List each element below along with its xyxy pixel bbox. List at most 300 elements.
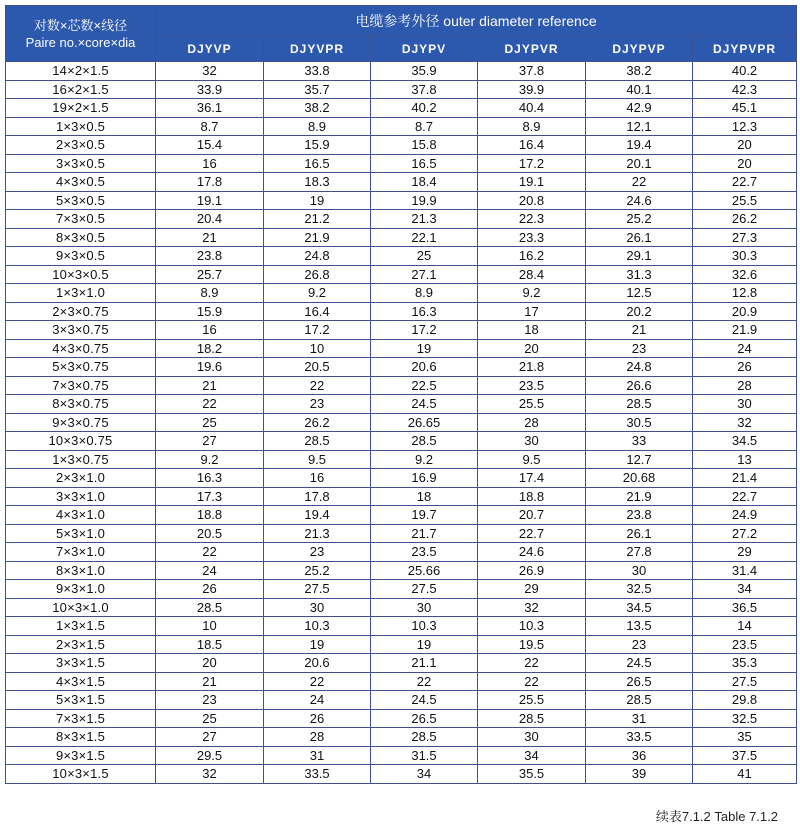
spec-cell: 16×2×1.5 [6, 80, 156, 99]
table-row [6, 265, 797, 284]
diameter-cell: 25.2 [586, 210, 693, 229]
spec-cell: 10×3×1.5 [6, 765, 156, 784]
diameter-cell: 15.9 [156, 302, 264, 321]
diameter-cell: 19.6 [156, 358, 264, 377]
diameter-cell: 34 [693, 580, 797, 599]
diameter-cell: 12.7 [586, 450, 693, 469]
diameter-cell: 18.5 [156, 635, 264, 654]
diameter-cell: 20 [478, 339, 586, 358]
diameter-cell: 19.4 [264, 506, 371, 525]
column-header-djypvpr: DJYPVPR [693, 36, 797, 62]
diameter-cell: 32 [693, 413, 797, 432]
diameter-cell: 34.5 [693, 432, 797, 451]
diameter-cell: 36 [586, 746, 693, 765]
spec-cell: 8×3×0.5 [6, 228, 156, 247]
diameter-cell: 27.8 [586, 543, 693, 562]
diameter-cell: 16 [156, 154, 264, 173]
diameter-cell: 19.1 [478, 173, 586, 192]
diameter-cell: 26 [156, 580, 264, 599]
diameter-cell: 14 [693, 617, 797, 636]
diameter-cell: 10.3 [264, 617, 371, 636]
diameter-cell: 19 [264, 191, 371, 210]
table-row [6, 450, 797, 469]
diameter-cell: 18.3 [264, 173, 371, 192]
spec-cell: 2×3×1.0 [6, 469, 156, 488]
diameter-cell: 8.9 [371, 284, 478, 303]
table-row [6, 321, 797, 340]
diameter-cell: 21 [156, 672, 264, 691]
diameter-cell: 17.2 [371, 321, 478, 340]
spec-cell: 9×3×0.75 [6, 413, 156, 432]
diameter-cell: 30 [478, 728, 586, 747]
diameter-cell: 28.5 [371, 728, 478, 747]
diameter-cell: 34.5 [586, 598, 693, 617]
diameter-cell: 25.5 [478, 395, 586, 414]
diameter-cell: 28.5 [156, 598, 264, 617]
diameter-cell: 24.5 [371, 395, 478, 414]
table-row [6, 302, 797, 321]
diameter-cell: 25.66 [371, 561, 478, 580]
diameter-cell: 27 [156, 432, 264, 451]
diameter-cell: 36.5 [693, 598, 797, 617]
table-row [6, 284, 797, 303]
spec-cell: 9×3×1.0 [6, 580, 156, 599]
diameter-cell: 30 [478, 432, 586, 451]
spec-cell: 5×3×1.5 [6, 691, 156, 710]
diameter-cell: 15.8 [371, 136, 478, 155]
diameter-cell: 33.8 [264, 62, 371, 81]
diameter-cell: 33.5 [264, 765, 371, 784]
diameter-cell: 37.8 [371, 80, 478, 99]
diameter-cell: 33 [586, 432, 693, 451]
table-row [6, 395, 797, 414]
diameter-cell: 23.5 [478, 376, 586, 395]
diameter-cell: 31.4 [693, 561, 797, 580]
spec-cell: 7×3×0.75 [6, 376, 156, 395]
spec-cell: 1×3×0.75 [6, 450, 156, 469]
table-row [6, 635, 797, 654]
diameter-cell: 37.5 [693, 746, 797, 765]
diameter-cell: 25 [156, 413, 264, 432]
diameter-cell: 9.5 [264, 450, 371, 469]
diameter-cell: 27.3 [693, 228, 797, 247]
diameter-cell: 23 [586, 635, 693, 654]
diameter-cell: 32.6 [693, 265, 797, 284]
diameter-cell: 19 [264, 635, 371, 654]
diameter-cell: 16.2 [478, 247, 586, 266]
diameter-cell: 13 [693, 450, 797, 469]
diameter-cell: 22.5 [371, 376, 478, 395]
diameter-cell: 23 [586, 339, 693, 358]
diameter-cell: 23.3 [478, 228, 586, 247]
diameter-cell: 40.2 [693, 62, 797, 81]
table-row [6, 413, 797, 432]
diameter-cell: 24.8 [586, 358, 693, 377]
column-header-djypv: DJYPV [371, 36, 478, 62]
diameter-cell: 23 [264, 395, 371, 414]
diameter-cell: 21.4 [693, 469, 797, 488]
diameter-cell: 19.1 [156, 191, 264, 210]
diameter-cell: 8.9 [264, 117, 371, 136]
spec-cell: 8×3×1.0 [6, 561, 156, 580]
table-row [6, 210, 797, 229]
diameter-cell: 38.2 [586, 62, 693, 81]
diameter-cell: 26.1 [586, 524, 693, 543]
diameter-cell: 39 [586, 765, 693, 784]
diameter-cell: 9.5 [478, 450, 586, 469]
spec-cell: 2×3×0.75 [6, 302, 156, 321]
diameter-cell: 31.3 [586, 265, 693, 284]
diameter-cell: 15.4 [156, 136, 264, 155]
diameter-cell: 12.1 [586, 117, 693, 136]
table-row [6, 543, 797, 562]
diameter-cell: 19 [371, 339, 478, 358]
diameter-cell: 33.5 [586, 728, 693, 747]
diameter-cell: 16.9 [371, 469, 478, 488]
diameter-cell: 23 [264, 543, 371, 562]
diameter-cell: 10.3 [371, 617, 478, 636]
spec-cell: 4×3×0.5 [6, 173, 156, 192]
diameter-cell: 16.3 [371, 302, 478, 321]
diameter-cell: 17.2 [264, 321, 371, 340]
diameter-cell: 24.5 [586, 654, 693, 673]
table-row [6, 99, 797, 118]
spec-cell: 9×3×0.5 [6, 247, 156, 266]
table-row [6, 728, 797, 747]
spec-column-header [6, 6, 156, 62]
diameter-cell: 22.3 [478, 210, 586, 229]
diameter-cell: 42.3 [693, 80, 797, 99]
spec-cell: 7×3×1.0 [6, 543, 156, 562]
diameter-cell: 24 [693, 339, 797, 358]
diameter-cell: 15.9 [264, 136, 371, 155]
diameter-cell: 20.7 [478, 506, 586, 525]
diameter-cell: 25 [156, 709, 264, 728]
diameter-cell: 27.1 [371, 265, 478, 284]
diameter-cell: 9.2 [156, 450, 264, 469]
spec-cell: 8×3×1.5 [6, 728, 156, 747]
diameter-cell: 35.3 [693, 654, 797, 673]
diameter-cell: 27.5 [371, 580, 478, 599]
diameter-cell: 39.9 [478, 80, 586, 99]
diameter-cell: 27.5 [264, 580, 371, 599]
diameter-cell: 26.1 [586, 228, 693, 247]
table-row [6, 228, 797, 247]
diameter-cell: 9.2 [264, 284, 371, 303]
spec-cell: 10×3×1.0 [6, 598, 156, 617]
diameter-cell: 26.65 [371, 413, 478, 432]
diameter-cell: 23 [156, 691, 264, 710]
diameter-cell: 26.2 [693, 210, 797, 229]
spec-cell: 9×3×1.5 [6, 746, 156, 765]
diameter-cell: 17 [478, 302, 586, 321]
diameter-cell: 16.3 [156, 469, 264, 488]
diameter-cell: 19.5 [478, 635, 586, 654]
diameter-cell: 27.2 [693, 524, 797, 543]
table-row [6, 376, 797, 395]
diameter-cell: 18.2 [156, 339, 264, 358]
diameter-cell: 18.4 [371, 173, 478, 192]
table-row [6, 191, 797, 210]
diameter-cell: 16 [264, 469, 371, 488]
table-row [6, 765, 797, 784]
table-row [6, 524, 797, 543]
diameter-cell: 26.5 [371, 709, 478, 728]
diameter-cell: 26.8 [264, 265, 371, 284]
diameter-cell: 26.2 [264, 413, 371, 432]
diameter-cell: 31 [586, 709, 693, 728]
diameter-cell: 21.9 [693, 321, 797, 340]
diameter-cell: 18 [371, 487, 478, 506]
table-row [6, 746, 797, 765]
diameter-cell: 20.5 [264, 358, 371, 377]
diameter-cell: 21 [156, 228, 264, 247]
diameter-cell: 32 [156, 62, 264, 81]
diameter-cell: 40.1 [586, 80, 693, 99]
diameter-cell: 12.3 [693, 117, 797, 136]
diameter-cell: 38.2 [264, 99, 371, 118]
diameter-cell: 21.1 [371, 654, 478, 673]
diameter-cell: 19.4 [586, 136, 693, 155]
spec-cell: 2×3×0.5 [6, 136, 156, 155]
spec-cell: 4×3×1.0 [6, 506, 156, 525]
spec-cell: 3×3×1.5 [6, 654, 156, 673]
table-row [6, 136, 797, 155]
diameter-cell: 30 [693, 395, 797, 414]
diameter-cell: 30 [371, 598, 478, 617]
table-row [6, 117, 797, 136]
diameter-cell: 17.4 [478, 469, 586, 488]
spec-cell: 4×3×0.75 [6, 339, 156, 358]
diameter-cell: 30 [586, 561, 693, 580]
table-caption: 续表7.1.2 Table 7.1.2 [655, 809, 778, 824]
diameter-cell: 21.3 [264, 524, 371, 543]
table-row [6, 339, 797, 358]
diameter-cell: 29 [693, 543, 797, 562]
diameter-cell: 21.8 [478, 358, 586, 377]
spec-cell: 19×2×1.5 [6, 99, 156, 118]
diameter-cell: 28.4 [478, 265, 586, 284]
diameter-cell: 25.5 [693, 191, 797, 210]
table-row [6, 709, 797, 728]
diameter-cell: 8.7 [371, 117, 478, 136]
diameter-cell: 32 [156, 765, 264, 784]
diameter-cell: 17.8 [156, 173, 264, 192]
spec-table-wrap [5, 5, 796, 784]
diameter-cell: 22 [478, 672, 586, 691]
diameter-cell: 9.2 [478, 284, 586, 303]
diameter-cell: 24.9 [693, 506, 797, 525]
diameter-cell: 10 [156, 617, 264, 636]
diameter-cell: 42.9 [586, 99, 693, 118]
diameter-cell: 25.5 [478, 691, 586, 710]
diameter-cell: 32 [478, 598, 586, 617]
diameter-cell: 17.2 [478, 154, 586, 173]
diameter-cell: 21.9 [264, 228, 371, 247]
table-row [6, 598, 797, 617]
spec-cell: 3×3×1.0 [6, 487, 156, 506]
table-row [6, 580, 797, 599]
diameter-cell: 28.5 [478, 709, 586, 728]
diameter-cell: 22.7 [693, 173, 797, 192]
diameter-cell: 18 [478, 321, 586, 340]
diameter-cell: 28.5 [586, 395, 693, 414]
diameter-cell: 20.6 [264, 654, 371, 673]
diameter-cell: 21.9 [586, 487, 693, 506]
diameter-cell: 17.3 [156, 487, 264, 506]
diameter-cell: 22 [264, 376, 371, 395]
diameter-cell: 35.5 [478, 765, 586, 784]
diameter-cell: 28.5 [371, 432, 478, 451]
spec-cell: 5×3×0.75 [6, 358, 156, 377]
diameter-cell: 26 [693, 358, 797, 377]
diameter-table [5, 5, 797, 784]
diameter-cell: 35.7 [264, 80, 371, 99]
diameter-cell: 8.9 [478, 117, 586, 136]
diameter-cell: 22 [156, 395, 264, 414]
diameter-cell: 29.5 [156, 746, 264, 765]
table-row [6, 506, 797, 525]
diameter-cell: 21.7 [371, 524, 478, 543]
spec-cell: 3×3×0.75 [6, 321, 156, 340]
spec-cell: 5×3×0.5 [6, 191, 156, 210]
diameter-cell: 25.2 [264, 561, 371, 580]
spec-cell: 14×2×1.5 [6, 62, 156, 81]
diameter-cell: 28 [264, 728, 371, 747]
diameter-cell: 27.5 [693, 672, 797, 691]
diameter-cell: 29.8 [693, 691, 797, 710]
diameter-cell: 10 [264, 339, 371, 358]
spec-cell: 3×3×0.5 [6, 154, 156, 173]
column-header-djypvr: DJYPVR [478, 36, 586, 62]
diameter-cell: 33.9 [156, 80, 264, 99]
diameter-cell: 22.7 [478, 524, 586, 543]
diameter-cell: 20 [156, 654, 264, 673]
table-row [6, 62, 797, 81]
spec-header-en: Paire no.×core×dia [25, 34, 136, 50]
diameter-cell: 16 [156, 321, 264, 340]
diameter-cell: 30.5 [586, 413, 693, 432]
diameter-cell: 12.8 [693, 284, 797, 303]
diameter-cell: 34 [371, 765, 478, 784]
diameter-cell: 20.4 [156, 210, 264, 229]
table-row [6, 469, 797, 488]
diameter-cell: 28 [478, 413, 586, 432]
diameter-cell: 12.5 [586, 284, 693, 303]
spec-cell: 8×3×0.75 [6, 395, 156, 414]
diameter-cell: 20.1 [586, 154, 693, 173]
diameter-cell: 32.5 [586, 580, 693, 599]
diameter-cell: 24 [156, 561, 264, 580]
table-row [6, 173, 797, 192]
diameter-cell: 22 [478, 654, 586, 673]
spec-cell: 1×3×1.5 [6, 617, 156, 636]
diameter-cell: 22 [156, 543, 264, 562]
diameter-cell: 16.4 [478, 136, 586, 155]
diameter-cell: 19 [371, 635, 478, 654]
diameter-cell: 24 [264, 691, 371, 710]
diameter-cell: 23.5 [371, 543, 478, 562]
diameter-cell: 36.1 [156, 99, 264, 118]
spec-header-cn: 对数×芯数×线径 [33, 17, 128, 33]
spec-cell: 10×3×0.5 [6, 265, 156, 284]
table-row [6, 561, 797, 580]
diameter-cell: 34 [478, 746, 586, 765]
table-row [6, 617, 797, 636]
diameter-cell: 29.1 [586, 247, 693, 266]
table-row [6, 247, 797, 266]
diameter-cell: 23.8 [586, 506, 693, 525]
spec-cell: 4×3×1.5 [6, 672, 156, 691]
diameter-cell: 18.8 [156, 506, 264, 525]
diameter-cell: 35 [693, 728, 797, 747]
spec-cell: 10×3×0.75 [6, 432, 156, 451]
diameter-cell: 29 [478, 580, 586, 599]
diameter-cell: 28.5 [264, 432, 371, 451]
table-row [6, 432, 797, 451]
spec-cell: 1×3×1.0 [6, 284, 156, 303]
diameter-cell: 30 [264, 598, 371, 617]
diameter-cell: 26 [264, 709, 371, 728]
diameter-cell: 28 [693, 376, 797, 395]
diameter-cell: 22.7 [693, 487, 797, 506]
diameter-cell: 35.9 [371, 62, 478, 81]
diameter-cell: 21.3 [371, 210, 478, 229]
diameter-cell: 27 [156, 728, 264, 747]
diameter-cell: 20.6 [371, 358, 478, 377]
diameter-cell: 16.5 [264, 154, 371, 173]
diameter-cell: 16.5 [371, 154, 478, 173]
diameter-cell: 21 [586, 321, 693, 340]
diameter-cell: 20.9 [693, 302, 797, 321]
spec-cell: 7×3×0.5 [6, 210, 156, 229]
column-header-djypvp: DJYPVP [586, 36, 693, 62]
diameter-cell: 32.5 [693, 709, 797, 728]
diameter-cell: 40.4 [478, 99, 586, 118]
diameter-cell: 9.2 [371, 450, 478, 469]
diameter-cell: 22.1 [371, 228, 478, 247]
diameter-cell: 16.4 [264, 302, 371, 321]
diameter-cell: 20.68 [586, 469, 693, 488]
diameter-cell: 24.6 [586, 191, 693, 210]
table-row [6, 654, 797, 673]
column-header-djyvpr: DJYVPR [264, 36, 371, 62]
table-row [6, 154, 797, 173]
diameter-cell: 18.8 [478, 487, 586, 506]
table-row [6, 672, 797, 691]
diameter-cell: 37.8 [478, 62, 586, 81]
diameter-cell: 21 [156, 376, 264, 395]
diameter-cell: 19.9 [371, 191, 478, 210]
diameter-cell: 17.8 [264, 487, 371, 506]
diameter-cell: 25.7 [156, 265, 264, 284]
diameter-cell: 23.5 [693, 635, 797, 654]
column-header-djyvp: DJYVP [156, 36, 264, 62]
diameter-cell: 26.9 [478, 561, 586, 580]
diameter-cell: 26.6 [586, 376, 693, 395]
diameter-cell: 26.5 [586, 672, 693, 691]
diameter-cell: 13.5 [586, 617, 693, 636]
diameter-cell: 20 [693, 136, 797, 155]
diameter-cell: 20.5 [156, 524, 264, 543]
diameter-cell: 19.7 [371, 506, 478, 525]
table-row [6, 358, 797, 377]
diameter-cell: 22 [264, 672, 371, 691]
table-row [6, 487, 797, 506]
diameter-cell: 22 [371, 672, 478, 691]
diameter-group-header: 电缆参考外径 outer diameter reference [156, 6, 797, 36]
diameter-cell: 20 [693, 154, 797, 173]
